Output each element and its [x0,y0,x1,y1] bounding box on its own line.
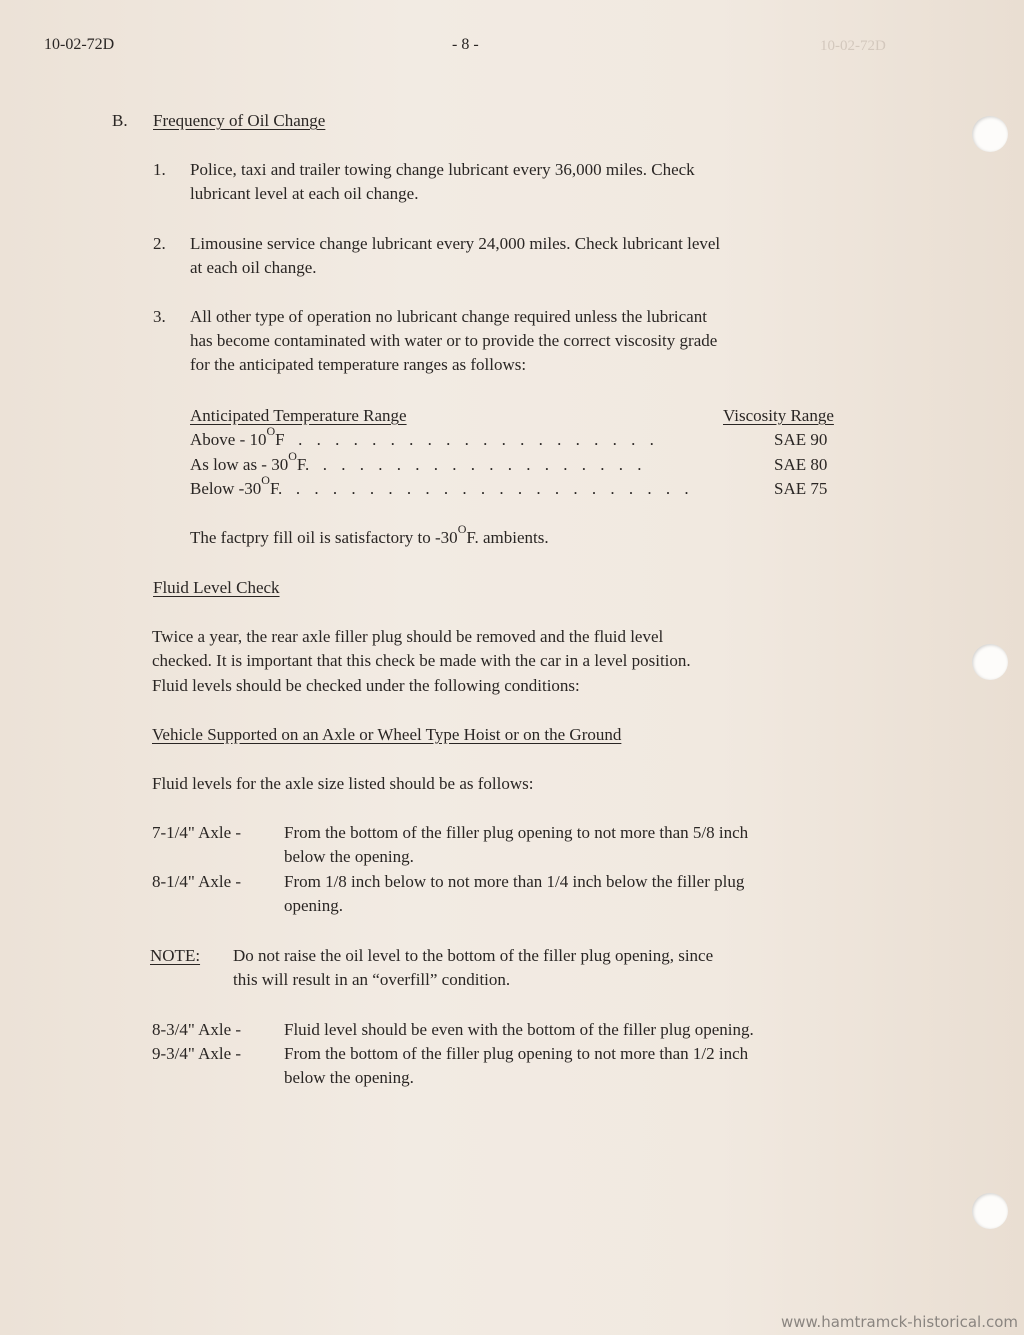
viscosity-value: SAE 80 [774,455,828,474]
bleed-through-text: 10-02-72D [820,38,886,54]
axle-size: 7-1/4" Axle - [152,823,242,842]
table-row [190,473,694,502]
axle-text-line: below the opening. [284,847,414,866]
viscosity-value: SAE 90 [774,430,828,449]
item-text-line: at each oil change. [190,258,317,277]
factory-fill-text-end: F. ambients. [466,528,549,547]
axle-size: 8-3/4" Axle - [152,1020,242,1039]
fluid-level-line: checked. It is important that this check be made with the car in a level position. [152,651,691,670]
degree-mark: O [261,473,270,487]
axle-text-line: From the bottom of the filler plug opening to not more than 5/8 inch [284,823,749,842]
item-text-line: Police, taxi and trailer towing change lubricant every 36,000 miles. Check [190,160,695,179]
degree-mark: O [266,424,276,438]
degree-mark: O [457,522,467,536]
item-number: 1. [153,160,166,179]
item-text-line: for the anticipated temperature ranges as follows: [190,355,527,374]
temp-range: Below -30 [190,479,262,498]
page-number: - 8 - [452,36,479,53]
axle-intro: Fluid levels for the axle size listed should be as follows: [152,774,534,793]
note-label: NOTE: [150,946,201,965]
temp-unit: F. [269,479,283,498]
axle-size: 9-3/4" Axle - [152,1044,242,1063]
table-row [190,449,647,478]
fluid-level-line: Twice a year, the rear axle filler plug should be removed and the fluid level [152,627,664,646]
axle-text-line: opening. [284,896,344,915]
degree-mark: O [288,449,297,463]
section-letter: B. [112,111,128,130]
temp-unit: F. [296,455,310,474]
section-title: Frequency of Oil Change [153,111,326,130]
temp-unit: F [275,430,285,449]
item-text-line: has become contaminated with water or to provide the correct viscosity grade [190,331,718,350]
table-header-temperature: Anticipated Temperature Range [190,406,407,425]
note-text-line: Do not raise the oil level to the bottom of the filler plug opening, since [233,946,714,965]
axle-size: 8-1/4" Axle - [152,872,242,891]
item-text-line: All other type of operation no lubricant change required unless the lubricant [190,307,707,326]
viscosity-value: SAE 75 [774,479,828,498]
dot-leader: . . . . . . . . . . . . . . . . . . [313,455,647,474]
temp-range: Above - 10 [190,430,267,449]
vehicle-supported-title: Vehicle Supported on an Axle or Wheel Type Hoist or on the Ground [152,725,622,744]
binder-hole-middle [972,644,1008,680]
dot-leader: . . . . . . . . . . . . . . . . . . . . [288,430,659,449]
binder-hole-bottom [972,1193,1008,1229]
fluid-level-line: Fluid levels should be checked under the following conditions: [152,676,580,695]
table-row [190,424,659,453]
dot-leader: . . . . . . . . . . . . . . . . . . . . . . [286,479,694,498]
axle-text-line: From the bottom of the filler plug opening to not more than 1/2 inch [284,1044,749,1063]
binder-hole-top [972,116,1008,152]
item-text-line: Limousine service change lubricant every 24,000 miles. Check lubricant level [190,234,721,253]
item-text-line: lubricant level at each oil change. [190,184,419,203]
doc-number: 10-02-72D [44,36,115,53]
fluid-level-title: Fluid Level Check [153,578,280,597]
axle-text-line: From 1/8 inch below to not more than 1/4 inch below the filler plug [284,872,745,891]
note-text-line: this will result in an “overfill” condition. [233,970,511,989]
temp-range: As low as - 30 [190,455,289,474]
item-number: 3. [153,307,166,326]
table-header-viscosity: Viscosity Range [723,406,834,425]
item-number: 2. [153,234,166,253]
factory-fill-note [190,522,549,551]
axle-text-line: Fluid level should be even with the bottom of the filler plug opening. [284,1020,754,1039]
site-watermark: www.hamtramck-historical.com [781,1313,1018,1331]
factory-fill-text: The factpry fill oil is satisfactory to -30 [190,528,458,547]
axle-text-line: below the opening. [284,1068,414,1087]
